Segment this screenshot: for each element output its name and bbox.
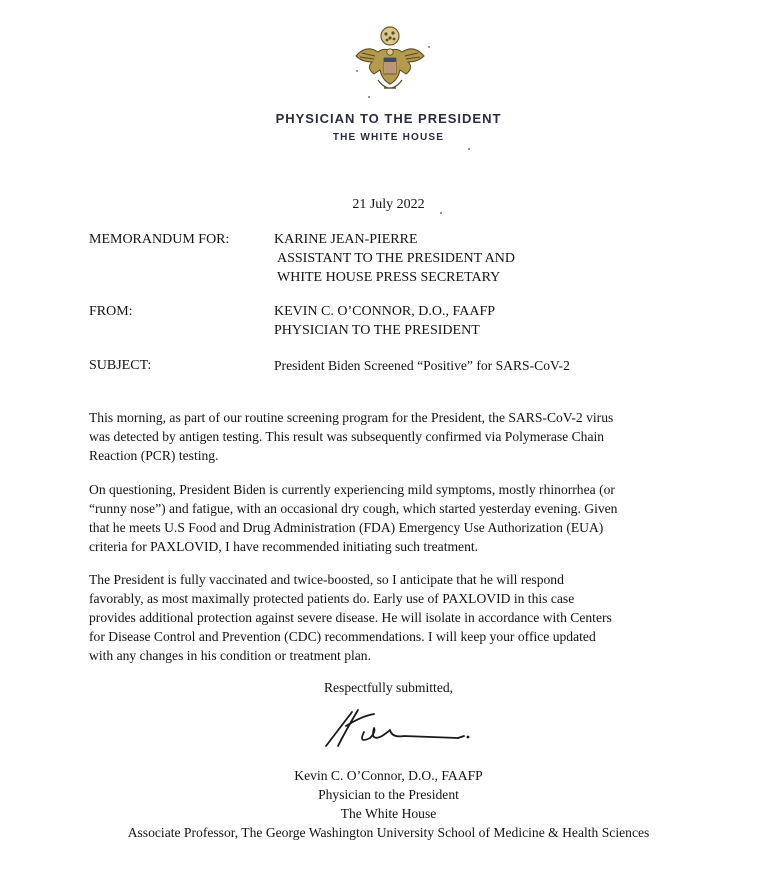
recipient-title-line-1: ASSISTANT TO THE PRESIDENT AND [277, 251, 515, 266]
paragraph-3-line-3: provides additional protection against severe disease. He will isolate in accordance with Centers [89, 610, 612, 625]
signer-title: Physician to the President [318, 787, 459, 802]
paragraph-1-line-1: This morning, as part of our routine screening program for the President, the SARS-CoV-2 virus [89, 410, 614, 425]
scan-speck [468, 148, 470, 150]
subject-text: President Biden Screened “Positive” for SARS-CoV-2 [274, 358, 570, 373]
paragraph-2-line-2: “runny nose”) and fatigue, with an occasional dry cough, which started yesterday evening. Given [89, 501, 618, 516]
paragraph-3-line-2: favorably, as most maximally protected patients do. Early use of PAXLOVID in this case [89, 591, 575, 606]
letterhead-title: PHYSICIAN TO THE PRESIDENT [275, 111, 502, 126]
subject-label: SUBJECT: [89, 358, 152, 373]
paragraph-2-line-3: that he meets U.S Food and Drug Administration (FDA) Emergency Use Authorization (EUA) [89, 520, 604, 535]
sender-title: PHYSICIAN TO THE PRESIDENT [274, 323, 480, 338]
memorandum-for-label: MEMORANDUM FOR: [89, 232, 230, 247]
paragraph-3-line-4: for Disease Control and Prevention (CDC) recommendations. I will keep your office updated [89, 629, 596, 644]
signer-office: The White House [340, 806, 437, 821]
paragraph-3-line-1: The President is fully vaccinated and twice-boosted, so I anticipate that he will respond [89, 572, 564, 587]
paragraph-2-line-4: criteria for PAXLOVID, I have recommended initiating such treatment. [89, 539, 479, 554]
paragraph-3-line-5: with any changes in his condition or treatment plan. [89, 648, 372, 663]
recipient-title-line-2: WHITE HOUSE PRESS SECRETARY [277, 270, 501, 285]
memo-date: 21 July 2022 [352, 197, 425, 212]
scan-speck [428, 46, 430, 48]
paragraph-1-line-3: Reaction (PCR) testing. [89, 448, 219, 463]
paragraph-1-line-2: was detected by antigen testing. This result was subsequently confirmed via Polymerase Chain [89, 429, 605, 444]
signer-affiliation: Associate Professor, The George Washington University School of Medicine & Health Sciences [127, 825, 650, 840]
scan-speck [368, 96, 370, 98]
from-label: FROM: [89, 304, 133, 319]
scan-speck [440, 212, 442, 214]
letterhead-subtitle: THE WHITE HOUSE [332, 132, 445, 143]
sender-name: KEVIN C. O’CONNOR, D.O., FAAFP [274, 304, 496, 319]
recipient-name: KARINE JEAN-PIERRE [274, 232, 418, 247]
signer-name: Kevin C. O’Connor, D.O., FAAFP [294, 768, 483, 783]
valediction: Respectfully submitted, [323, 680, 454, 695]
paragraph-2-line-1: On questioning, President Biden is currently experiencing mild symptoms, mostly rhinorrhea (or [89, 482, 615, 497]
handwritten-signature-icon [318, 702, 478, 752]
scan-speck [356, 70, 358, 72]
great-seal-eagle-icon [348, 22, 432, 102]
